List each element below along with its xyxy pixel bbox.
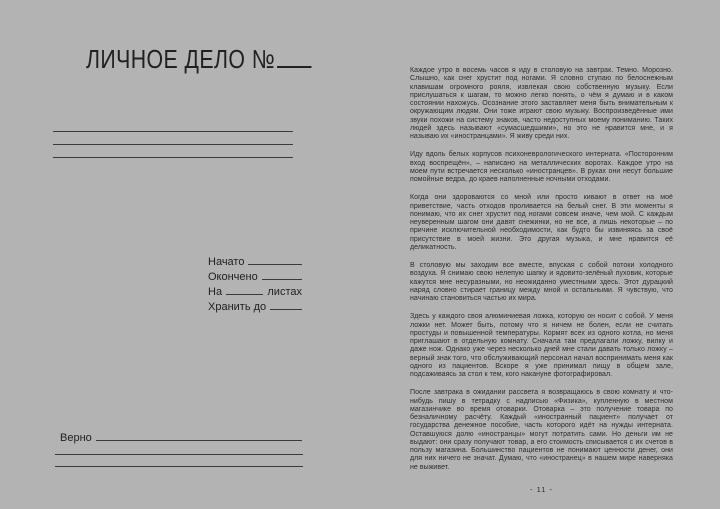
name-ruled-line bbox=[53, 157, 293, 158]
paragraph: Когда они здороваются со мной или просто кивают в ответ на моё приветствие, часть отходов проливается на белый снег. В эти моменты я понимаю, что их снег хрустит под ногами совсем иначе, чем мой. С каждым неуверенным шагом они давят снежинки, но не все, а лишь некоторые – по причине исключительной необходимости, как будто бы извиняясь за своё присутствие в моей жизни. Это другая музыка, и мне нравится её деликатность. bbox=[410, 194, 673, 251]
signature-ruled-line bbox=[55, 466, 303, 467]
case-number-blank bbox=[277, 65, 311, 68]
paragraph: Иду вдоль белых корпусов психоневрологического интерната. «Посторонним вход воспрещён», – написано на металлических воротах. Каждое утро на моем пути встречается несколько «иностранцев». В руках они несут большие помойные ведра, до краев наполненные ночными отходами. bbox=[410, 151, 673, 183]
field-sheets bbox=[208, 283, 302, 298]
field-finished-label: Окончено bbox=[208, 271, 258, 283]
paragraph: В столовую мы заходим все вместе, впуская с собой потоки холодного воздуха. Я снимаю свою нелепую шапку и ядовито-зелёный пуховик, которые кажутся мне несуразными, но неожиданно уместными здесь. Этот дурацкий наряд словно стирает границу между мной и остальными. Я чувствую, что начинаю становиться частью их мира. bbox=[410, 262, 673, 302]
field-verified-label: Верно bbox=[60, 432, 92, 444]
form-fields bbox=[208, 253, 302, 313]
name-ruled-line bbox=[53, 144, 293, 145]
field-keep-until bbox=[208, 298, 302, 313]
right-page-text bbox=[410, 67, 673, 494]
field-started-blank bbox=[248, 253, 302, 265]
field-on-label: На bbox=[208, 286, 223, 298]
field-keep-until-label: Хранить до bbox=[208, 301, 267, 313]
field-keep-until-blank bbox=[270, 298, 302, 310]
paragraph: Каждое утро в восемь часов я иду в столовую на завтрак. Темно. Морозно. Слышно, как снег хрустит под ногами. Я словно ступаю по белоснежным клавишам огромного рояля, извлекая свою собственную музыку. Если прислушаться к шагам, то можно легко понять, о чём я думаю и в каком состоянии нахожусь. Осознание этого заставляет меня быть внимательным к окружающим людям. Они тоже играют свою музыку. Воспроизведённые ими звуки похожи на систему знаков, часто недоступных моему пониманию. Таких людей здесь называют «сумасшедшими», но это не нравится мне, и я называю их «иностранцами». Я живу среди них. bbox=[410, 67, 673, 140]
signature-ruled-line bbox=[55, 454, 303, 455]
page-number: - 11 - bbox=[530, 484, 553, 494]
field-sheets-blank bbox=[226, 283, 263, 295]
paragraph: После завтрака в ожидании рассвета я возвращаюсь в свою комнату и что-нибудь пишу в тетрадку с надписью «Физика», купленную в местном магазинчике во время отоварки. Отоварка – это получение товара по безналичному расчёту. Каждый «иностранный пациент» получает от государства денежное пособие, часть которого идёт на нужды интерната. Оставшуюся долю «иностранцы» могут потратить сами. Но деньги им не выдают: они сразу получают товар, а его стоимость списывается с их счетов в пользу магазина. Большинство пациентов не понимают ценности денег, они для них ничего не значат. Думаю, что «иностранец» в нашем мире наверняка не выживет. bbox=[410, 389, 673, 471]
field-started-label: Начато bbox=[208, 256, 245, 268]
case-file-title-text: ЛИЧНОЕ ДЕЛО № bbox=[86, 44, 276, 74]
field-started bbox=[208, 253, 302, 268]
field-verified bbox=[60, 429, 302, 444]
field-finished bbox=[208, 268, 302, 283]
field-finished-blank bbox=[262, 268, 302, 280]
field-sheets-label: листах bbox=[267, 286, 302, 298]
name-ruled-line bbox=[53, 131, 293, 132]
field-verified-blank bbox=[96, 429, 302, 441]
paragraph: Здесь у каждого своя алюминиевая ложка, которую он носит с собой. У меня ложки нет. Может быть, потому что я ничем не болен, если не считать простуды и повышенной температуры. Кормят всех из одного котла, но меня приглашают в отдельную комнату. Сначала там предлагали ложку, вилку и даже нож. Однако уже через несколько дней мне стали давать только ложку – верный знак того, что обслуживающий персонал начал воспринимать меня как одного из пациентов. Вскоре я уже принимал пищу в общем зале, подсаживаясь за стол к тем, кого накануне фотографировал. bbox=[410, 313, 673, 378]
case-file-title bbox=[86, 44, 311, 75]
